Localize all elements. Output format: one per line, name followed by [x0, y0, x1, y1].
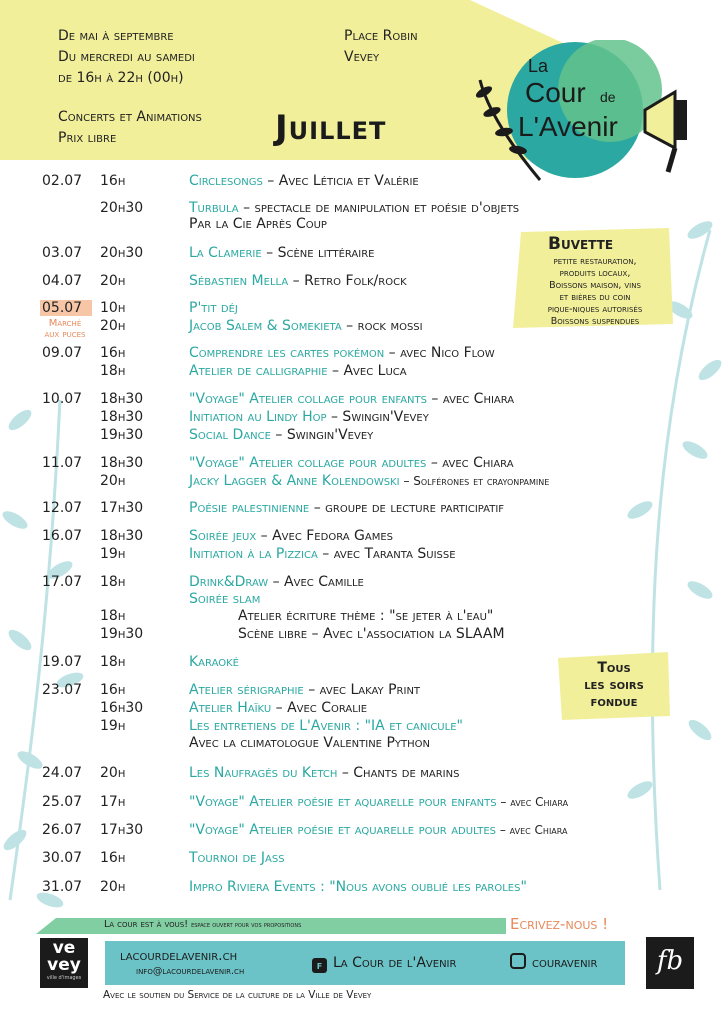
event-time: 16h [100, 850, 126, 866]
vevey-logo-text: ve vey [47, 938, 81, 975]
event-time: 19h [100, 718, 126, 734]
event-time: 20h [100, 879, 126, 895]
event-desc: – Retro Folk/rock [288, 273, 407, 289]
event-title: La Clamerie [189, 245, 262, 261]
event-title: Karaoké [189, 654, 239, 670]
event-desc: – Chants de marins [337, 765, 460, 781]
event-date: 11.07 [42, 455, 83, 471]
marche-aux-puces-note [30, 318, 100, 340]
event-date: 25.07 [42, 794, 83, 810]
event-time: 18h30 [100, 455, 144, 471]
event-time: 17h30 [100, 822, 144, 838]
fondue-line-2: les soirs [584, 677, 644, 693]
event-desc: – Solférones et crayonpamine [399, 474, 550, 488]
vevey-logo-sub: ville d'images [46, 975, 82, 981]
event-desc: – Avec Luca [327, 363, 407, 379]
event-time: 20h [100, 273, 126, 289]
season-text: De mai à septembre [58, 28, 174, 44]
event-date: 12.07 [42, 500, 83, 516]
header-place [344, 26, 418, 68]
event-title: Social Dance [189, 427, 271, 443]
event-date: 31.07 [42, 879, 83, 895]
event-date: 17.07 [42, 574, 83, 590]
event-title: P'tit déj [189, 300, 238, 316]
event-desc: – avec Chiara [496, 795, 569, 809]
instagram-label: couravenir [532, 955, 598, 971]
fondue-note [560, 660, 668, 711]
logo-la: La [528, 56, 549, 76]
event-title: Atelier sérigraphie [189, 682, 304, 698]
event-time: 18h30 [100, 409, 144, 425]
event-time: 18h30 [100, 528, 144, 544]
fb-sponsor-logo: fb [646, 937, 694, 989]
event-time: 18h [100, 574, 126, 590]
event-title: Poésie palestinienne [189, 500, 310, 516]
event-title: "Voyage" Atelier poésie et aquarelle pour enfants [189, 794, 497, 810]
logo-de: de [600, 89, 616, 105]
event-time: 20h [100, 473, 126, 489]
event-title: Turbula [189, 200, 239, 216]
event-date: 26.07 [42, 822, 83, 838]
slam-time-2: 19h30 [100, 626, 144, 642]
fondue-line-3: fondue [590, 694, 638, 710]
logo-cour: Cour [525, 77, 586, 108]
event-time: 16h [100, 173, 126, 189]
event-title: Sébastien Mella [189, 273, 289, 289]
event-title: Initiation au Lindy Hop [189, 409, 327, 425]
website-link[interactable]: lacourdelavenir.ch [120, 948, 238, 964]
slam-line-1: Atelier écriture thème : "se jeter à l'eau" [238, 608, 494, 624]
event-time: 16h30 [100, 700, 144, 716]
days-text: Du mercredi au samedi [58, 49, 195, 65]
event-title: "Voyage" Atelier poésie et aquarelle pour adultes [189, 822, 497, 838]
fondue-line-1: Tous [597, 660, 631, 676]
event-title: Impro Riviera Events : "Nous avons oublié les paroles" [189, 879, 527, 895]
cour-note-main: La cour est à vous! [104, 919, 189, 930]
marche-line-2: aux puces [44, 329, 86, 340]
email-link[interactable]: info@lacourdelavenir.ch [136, 966, 245, 977]
marche-line-1: Marché [48, 318, 82, 329]
event-desc: – avec Lakay Print [303, 682, 421, 698]
buvette-line: et bières du coin [559, 292, 631, 303]
event-title: Initiation à la Pizzica [189, 546, 318, 562]
event-date: 24.07 [42, 765, 83, 781]
event-title: Circlesongs [189, 173, 263, 189]
event-date: 03.07 [42, 245, 83, 261]
event-date: 04.07 [42, 273, 83, 289]
event-time: 18h [100, 654, 126, 670]
event-title: Les Naufragés du Ketch [189, 765, 338, 781]
event-time: 16h [100, 345, 126, 361]
header-info [58, 107, 202, 149]
vevey-logo [40, 938, 88, 988]
buvette-line: petite restauration, [553, 256, 637, 267]
event-title: Soirée jeux [189, 528, 257, 544]
month-title: Juillet [275, 108, 387, 148]
event-title: Les entretiens de L'Avenir : "IA et canicule" [189, 718, 463, 734]
buvette-details [520, 256, 670, 328]
event-date: 19.07 [42, 654, 83, 670]
event-title: Jacky Lagger & Anne Kolendowski [189, 473, 400, 489]
cour-est-a-vous-note [104, 919, 301, 930]
cour-note-sub: espace ouvert pour vos propositions [191, 921, 302, 929]
facebook-icon: f [312, 958, 327, 973]
event-desc: – Swingin'Vevey [326, 409, 429, 425]
buvette-line: Boissons suspendues [550, 316, 640, 327]
event-time: 19h30 [100, 427, 144, 443]
slam-time-1: 18h [100, 608, 126, 624]
event-desc: – rock mossi [341, 318, 423, 334]
event-title: Atelier de calligraphie [189, 363, 328, 379]
place-text: Place Robin [344, 28, 418, 44]
event-date: 05.07 [42, 300, 83, 316]
event-date: 10.07 [42, 391, 83, 407]
event-time: 16h [100, 682, 126, 698]
slam-line-2: Scène libre – Avec l'association la SLAAM [238, 626, 505, 642]
event-title: Tournoi de Jass [189, 850, 285, 866]
entretiens-guest: Avec la climatologue Valentine Python [189, 735, 430, 751]
event-title: "Voyage" Atelier collage pour adultes [189, 455, 427, 471]
event-desc: – avec Taranta Suisse [317, 546, 456, 562]
event-title: Soirée slam [189, 591, 261, 607]
event-title: Comprendre les cartes pokémon [189, 345, 385, 361]
facebook-link[interactable] [312, 955, 456, 973]
event-time: 18h30 [100, 391, 144, 407]
event-date: 16.07 [42, 528, 83, 544]
event-desc: – Avec Camille [268, 574, 364, 590]
event-title: "Voyage" Atelier collage pour enfants [189, 391, 427, 407]
event-desc: – avec Chiara [426, 391, 515, 407]
header-dates [58, 26, 195, 89]
buvette-line: produits locaux, [559, 268, 631, 279]
la-cour-de-lavenir-logo [470, 40, 710, 190]
event-time: 10h [100, 300, 126, 316]
instagram-link[interactable] [510, 953, 597, 971]
buvette-line: pique-niques autorisés [547, 304, 643, 315]
event-date: 23.07 [42, 682, 83, 698]
instagram-icon [510, 953, 526, 969]
buvette-title: Buvette [548, 234, 614, 254]
event-time: 18h [100, 363, 126, 379]
event-date: 02.07 [42, 173, 83, 189]
event-title: Drink&Draw [189, 574, 269, 590]
event-desc: – avec Nico Flow [384, 345, 495, 361]
event-desc: – Avec Léticia et Valérie [262, 173, 419, 189]
event-title: Jacob Salem & Somekieta [189, 318, 342, 334]
event-title: Atelier Haïku [189, 700, 272, 716]
event-time: 17h30 [100, 500, 144, 516]
town-text: Vevey [344, 49, 380, 65]
ecrivez-nous-text: Ecrivez-nous ! [510, 915, 609, 933]
event-desc: – avec Chiara [426, 455, 514, 471]
concerts-text: Concerts et Animations [58, 109, 202, 125]
event-date: 30.07 [42, 850, 83, 866]
turbula-company: Par la Cie Après Coup [189, 216, 327, 232]
facebook-label: La Cour de l'Avenir [333, 955, 457, 971]
event-date: 09.07 [42, 345, 83, 361]
event-time: 17h [100, 794, 126, 810]
logo-avenir: L'Avenir [518, 111, 618, 142]
event-desc: – Avec Coralie [271, 700, 368, 716]
event-desc: – avec Chiara [496, 823, 568, 837]
event-desc: – spectacle de manipulation et poésie d'objets [238, 200, 520, 216]
event-desc: – Scène littéraire [261, 245, 375, 261]
event-time: 20h [100, 765, 126, 781]
event-desc: – Swingin'Vevey [270, 427, 374, 443]
event-desc: – Avec Fedora Games [256, 528, 394, 544]
price-text: Prix libre [58, 130, 117, 146]
support-text: Avec le soutien du Service de la culture de la Ville de Vevey [103, 989, 372, 1001]
hours-text: de 16h à 22h (00h) [58, 70, 184, 86]
event-time: 20h30 [100, 200, 144, 216]
buvette-line: Boissons maison, vins [549, 280, 641, 291]
event-time: 19h [100, 546, 126, 562]
event-desc: – groupe de lecture participatif [309, 500, 505, 516]
event-time: 20h30 [100, 245, 144, 261]
event-time: 20h [100, 318, 126, 334]
